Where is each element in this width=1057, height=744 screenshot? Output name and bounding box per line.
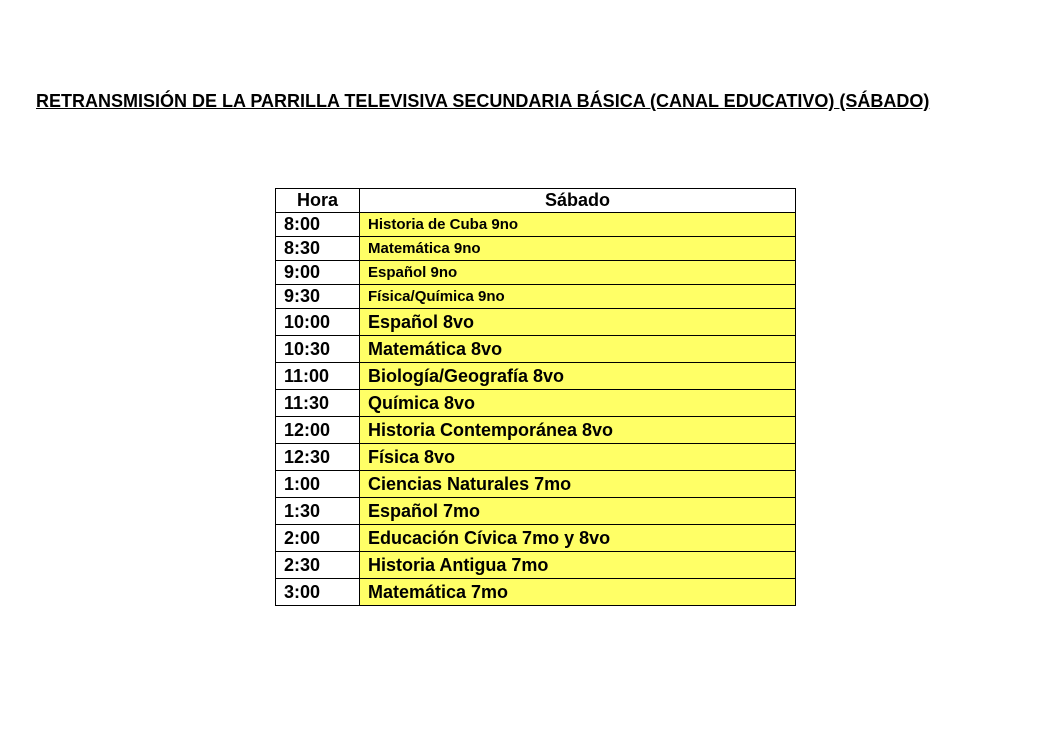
table-row	[276, 471, 796, 498]
table-row	[276, 363, 796, 390]
subject-cell: Matemática 9no	[360, 237, 796, 261]
table-row	[276, 579, 796, 606]
table-row	[276, 390, 796, 417]
table-row	[276, 498, 796, 525]
subject-cell: Español 9no	[360, 261, 796, 285]
schedule-body	[276, 213, 796, 606]
time-cell: 11:30	[276, 390, 360, 417]
column-header-day: Sábado	[360, 189, 796, 213]
time-cell: 12:00	[276, 417, 360, 444]
column-header-time: Hora	[276, 189, 360, 213]
subject-cell: Historia Antigua 7mo	[360, 552, 796, 579]
table-row	[276, 309, 796, 336]
table-row	[276, 552, 796, 579]
table-row	[276, 444, 796, 471]
subject-cell: Física 8vo	[360, 444, 796, 471]
time-cell: 1:00	[276, 471, 360, 498]
time-cell: 9:00	[276, 261, 360, 285]
table-row	[276, 525, 796, 552]
table-row	[276, 285, 796, 309]
subject-cell: Física/Química 9no	[360, 285, 796, 309]
table-row	[276, 213, 796, 237]
subject-cell: Matemática 8vo	[360, 336, 796, 363]
time-cell: 2:00	[276, 525, 360, 552]
subject-cell: Historia de Cuba 9no	[360, 213, 796, 237]
time-cell: 10:30	[276, 336, 360, 363]
subject-cell: Español 8vo	[360, 309, 796, 336]
time-cell: 12:30	[276, 444, 360, 471]
table-row	[276, 261, 796, 285]
subject-cell: Química 8vo	[360, 390, 796, 417]
time-cell: 10:00	[276, 309, 360, 336]
subject-cell: Ciencias Naturales 7mo	[360, 471, 796, 498]
subject-cell: Biología/Geografía 8vo	[360, 363, 796, 390]
subject-cell: Español 7mo	[360, 498, 796, 525]
table-row	[276, 336, 796, 363]
table-row	[276, 237, 796, 261]
subject-cell: Educación Cívica 7mo y 8vo	[360, 525, 796, 552]
time-cell: 8:00	[276, 213, 360, 237]
header-row	[276, 189, 796, 213]
time-cell: 11:00	[276, 363, 360, 390]
time-cell: 8:30	[276, 237, 360, 261]
time-cell: 2:30	[276, 552, 360, 579]
subject-cell: Matemática 7mo	[360, 579, 796, 606]
schedule-table	[275, 188, 796, 606]
time-cell: 3:00	[276, 579, 360, 606]
subject-cell: Historia Contemporánea 8vo	[360, 417, 796, 444]
time-cell: 1:30	[276, 498, 360, 525]
time-cell: 9:30	[276, 285, 360, 309]
document-title: RETRANSMISIÓN DE LA PARRILLA TELEVISIVA SECUNDARIA BÁSICA (CANAL EDUCATIVO) (SÁBADO)	[36, 91, 930, 111]
table-row	[276, 417, 796, 444]
